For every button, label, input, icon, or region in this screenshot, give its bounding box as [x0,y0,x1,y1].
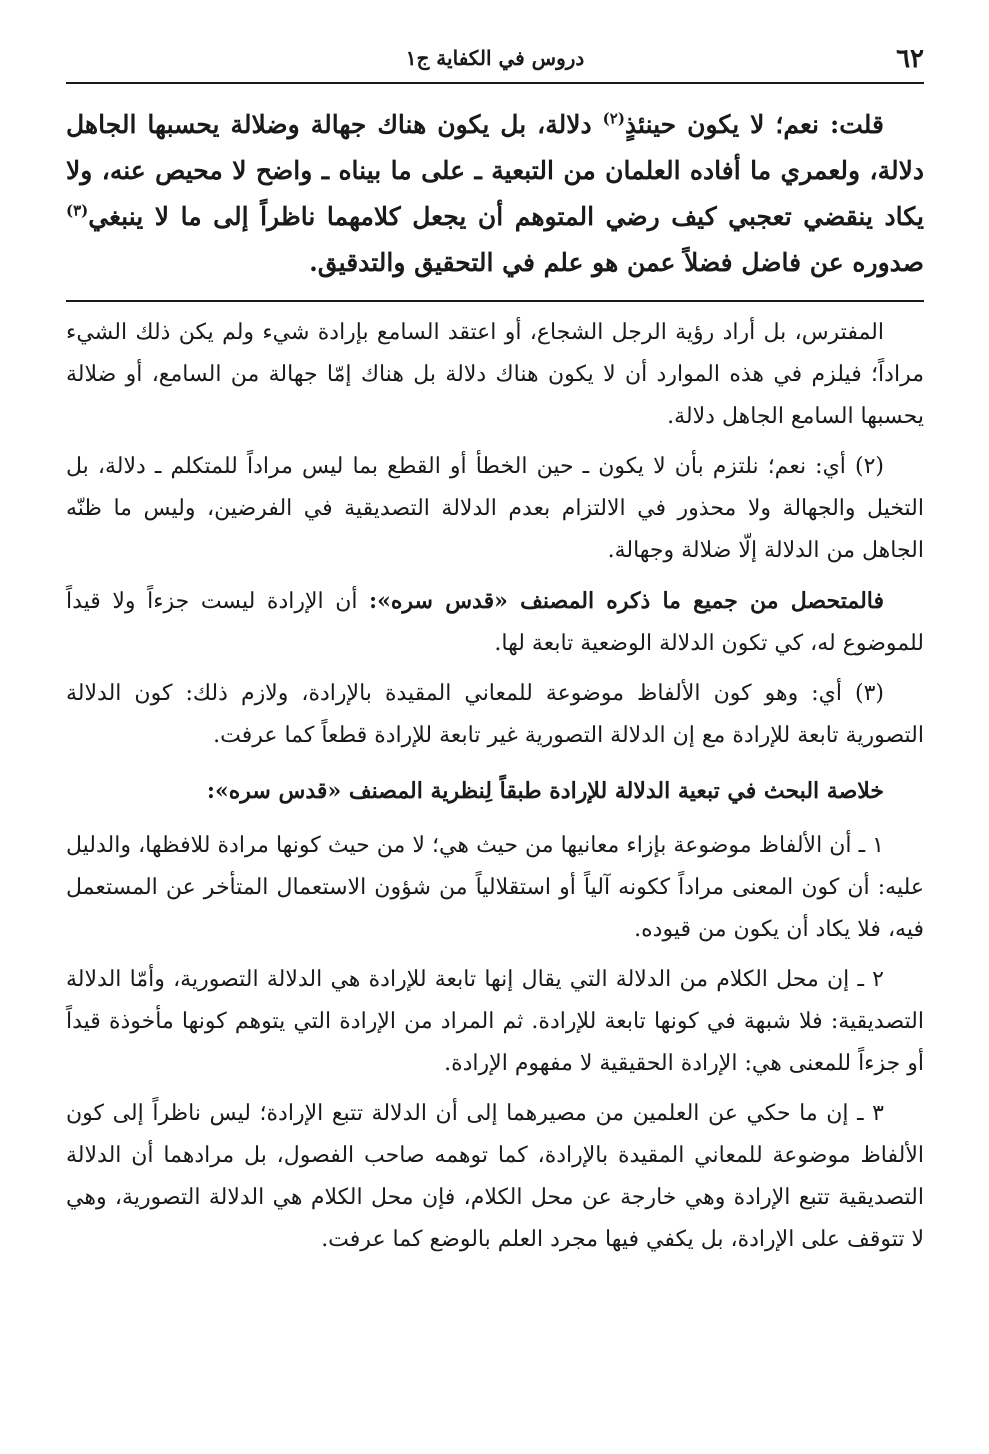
main-text-block [66,102,924,286]
summary-body: أن الإرادة ليست جزءاً ولا قيداً للموضوع له، كي تكون الدلالة الوضعية تابعة لها. [66,589,924,656]
footnote-separator [66,300,924,302]
summary-paragraph [66,580,924,665]
section-heading: خلاصة البحث في تبعية الدلالة للإرادة طبقاً لِنظرية المصنف «قدس سره»: [206,778,884,804]
main-paragraph [66,102,924,286]
footnotes-section [66,312,924,1261]
footnote-continuation: المفترس، بل أراد رؤية الرجل الشجاع، أو اعتقد السامع بإرادة شيء ولم يكن ذلك الشيء مراداً؛ فيلزم في هذه الموارد أن لا يكون هناك دلالة بل هناك إمّا جهالة من السامع، أو ضلالة يحسبها السامع الجاهل دلالة. [66,320,924,429]
page-number: ٦٢ [896,44,924,74]
book-page [66,40,924,1269]
main-text-part-1: قلت: نعم؛ لا يكون حينئذٍ [624,110,884,139]
main-text-part-2: دلالة، بل يكون هناك جهالة وضلالة يحسبها الجاهل دلالة، ولعمري ما أفاده العلمان من التبعية ـ على ما بيناه ـ واضح لا محيص عنه، ولا يكاد ينقضي تعجبي كيف رضي المتوهم أن يجعل كلامهما ناظراً إلى ما لا ينبغي [66,110,924,231]
running-title: دروس في الكفاية ج١ [405,46,585,70]
footnote-2: (٢) أي: نعم؛ نلتزم بأن لا يكون ـ حين الخطأ أو القطع بما ليس مراداً للمتكلم ـ دلالة، بل التخيل والجهالة ولا محذور في الالتزام بعدم الدلالة التصديقية في الفرضين، وليس ما ظنّه الجاهل من الدلالة إلّا ضلالة وجهالة. [66,454,924,563]
main-text-part-3: صدوره عن فاضل فضلاً عمن هو علم في التحقيق والتدقيق. [309,248,924,277]
summary-item-1: ١ ـ أن الألفاظ موضوعة بإزاء معانيها من حيث هي؛ لا من حيث كونها مرادة للافظها، والدليل عليه: أن كون المعنى مراداً ككونه آلياً أو استقلالياً من شؤون الاستعمال المتأخر عن المستعمل فيه، فلا يكاد أن يكون من قيوده. [66,833,924,942]
summary-item-3: ٣ ـ إن ما حكي عن العلمين من مصيرهما إلى أن الدلالة تتبع الإرادة؛ ليس ناظراً إلى كون الألفاظ موضوعة للمعاني المقيدة بالإرادة، كما توهمه صاحب الفصول، بل مرادهما أن الدلالة التصديقية تتبع الإرادة وهي خارجة عن محل الكلام، فإن محل الكلام هي الدلالة التصورية، وهي لا تتوقف على الإرادة، بل يكفي فيها مجرد العلم بالوضع كما عرفت. [66,1101,924,1252]
footnote-ref-3: (٣) [66,201,89,220]
page-header [66,40,924,84]
footnote-3: (٣) أي: وهو كون الألفاظ موضوعة للمعاني المقيدة بالإرادة، ولازم ذلك: كون الدلالة التصورية تابعة للإرادة مع إن الدلالة التصورية غير تابعة للإرادة قطعاً كما عرفت. [66,681,924,748]
footnote-ref-2: (٢) [602,109,625,128]
summary-item-2: ٢ ـ إن محل الكلام من الدلالة التي يقال إنها تابعة للإرادة هي الدلالة التصورية، وأمّا الدلالة التصديقية: فلا شبهة في كونها تابعة للإرادة. ثم المراد من الإرادة التي يتوهم كونها مأخوذة قيداً أو جزءاً للمعنى هي: الإرادة الحقيقية لا مفهوم الإرادة. [66,967,924,1076]
summary-lead: فالمتحصل من جميع ما ذكره المصنف «قدس سره»: [369,588,884,614]
